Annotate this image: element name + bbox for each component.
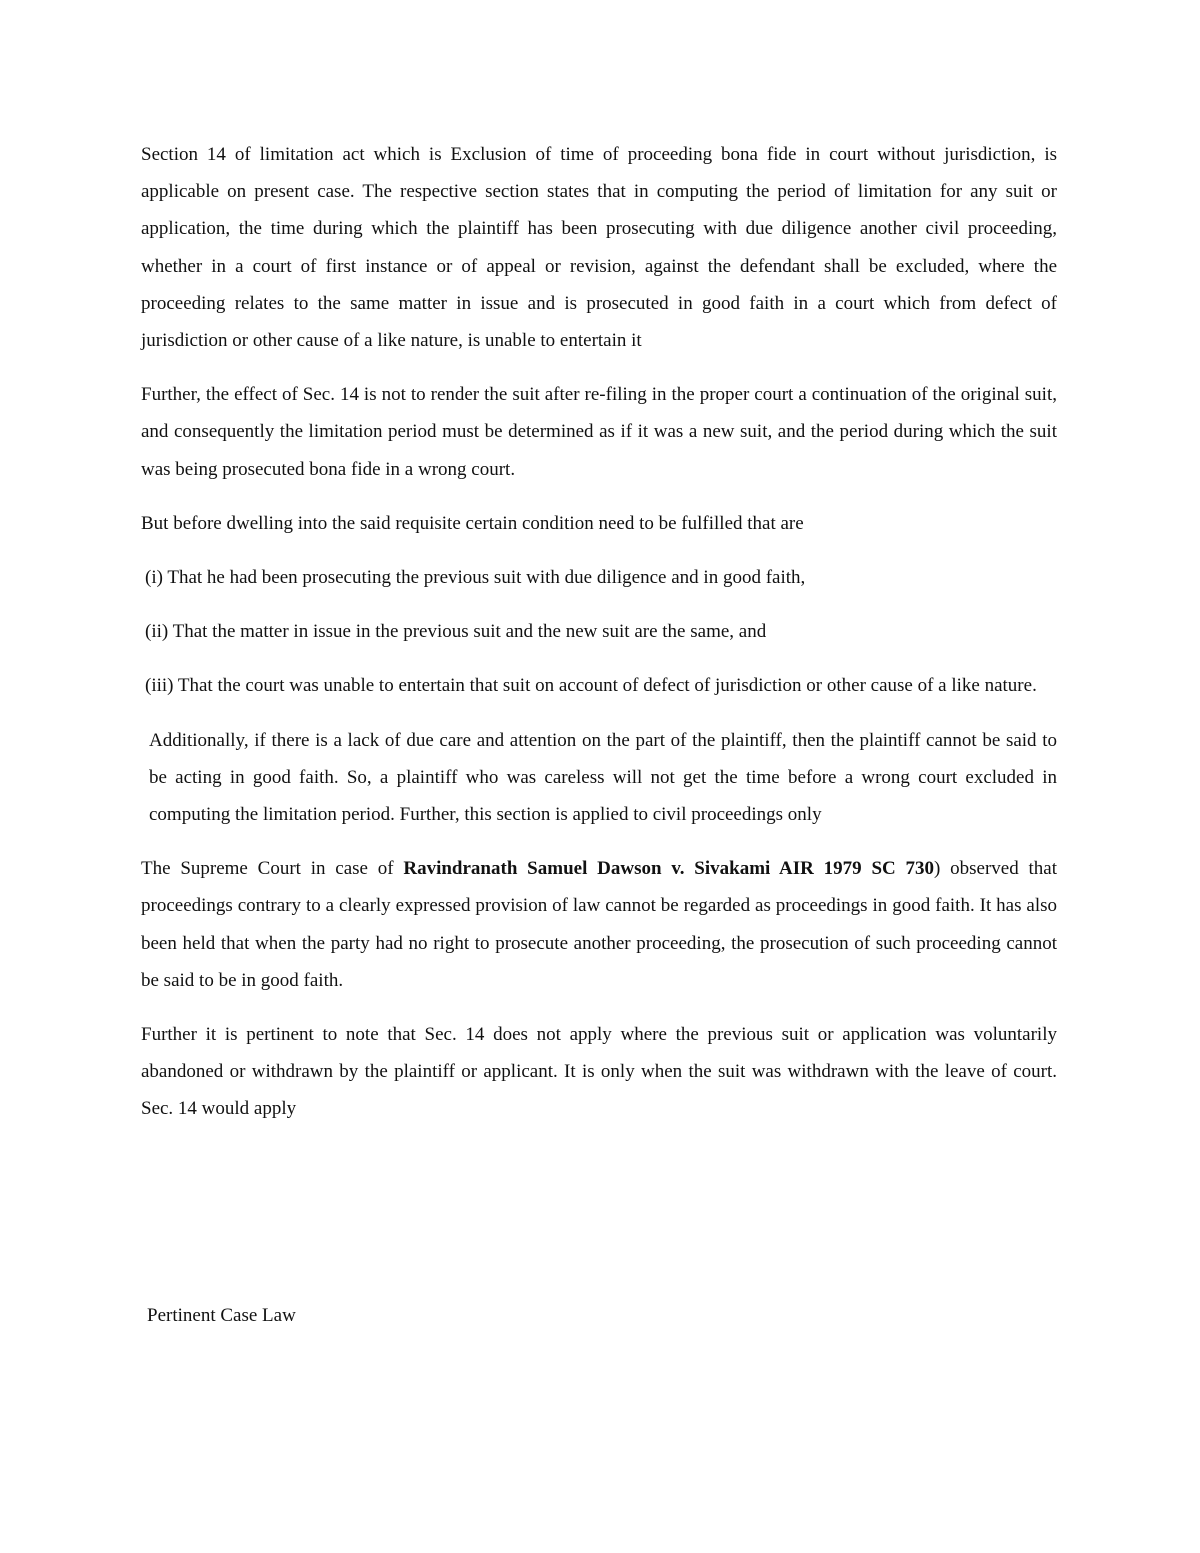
document-body <box>141 136 1057 1145</box>
condition-item-3: (iii) That the court was unable to entertain that suit on account of defect of jurisdiction or other cause of a like nature. <box>145 675 1037 697</box>
paragraph-withdrawal: Further it is pertinent to note that Sec. 14 does not apply where the previous suit or application was voluntarily abandoned or withdrawn by the plaintiff or applicant. It is only when the suit was withdrawn with the leave of court. Sec. 14 would apply <box>141 1024 1057 1120</box>
paragraph-effect-of-section: Further, the effect of Sec. 14 is not to render the suit after re-filing in the proper court a continuation of the original suit, and consequently the limitation period must be determined as if it was a new suit, and the period during which the suit was being prosecuted bona fide in a wrong court. <box>141 384 1057 480</box>
case-paragraph-prefix: The Supreme Court in case of <box>141 858 404 880</box>
case-name: Ravindranath Samuel Dawson v. Sivakami AIR 1979 SC 730 <box>403 858 935 880</box>
paragraph-conditions-intro: But before dwelling into the said requisite certain condition need to be fulfilled that are <box>141 512 804 534</box>
case-paragraph-suffix: ) observed that proceedings contrary to a clearly expressed provision of law cannot be regarded as proceedings in good faith. It has also been held that when the party had no right to prosecute another proceeding, the prosecution of such proceeding cannot be said to be in good faith. <box>141 858 1058 991</box>
section-heading-pertinent-case-law: Pertinent Case Law <box>147 1305 296 1326</box>
condition-item-2: (ii) That the matter in issue in the previous suit and the new suit are the same, and <box>145 621 767 643</box>
condition-item-1: (i) That he had been prosecuting the previous suit with due diligence and in good faith, <box>145 567 806 589</box>
paragraph-additionally: Additionally, if there is a lack of due care and attention on the part of the plaintiff, then the plaintiff cannot be said to be acting in good faith. So, a plaintiff who was careless will not get the time before a wrong court excluded in computing the limitation period. Further, this section is applied to civil proceedings only <box>149 729 1057 826</box>
paragraph-supreme-court-case <box>141 850 1057 999</box>
paragraph-section-14-intro: Section 14 of limitation act which is Exclusion of time of proceeding bona fide in court without jurisdiction, is applicable on present case. The respective section states that in computing the period of limitation for any suit or application, the time during which the plaintiff has been prosecuting with due diligence another civil proceeding, whether in a court of first instance or of appeal or revision, against the defendant shall be excluded, where the proceeding relates to the same matter in issue and is prosecuted in good faith in a court which from defect of jurisdiction or other cause of a like nature, is unable to entertain it <box>141 144 1057 352</box>
